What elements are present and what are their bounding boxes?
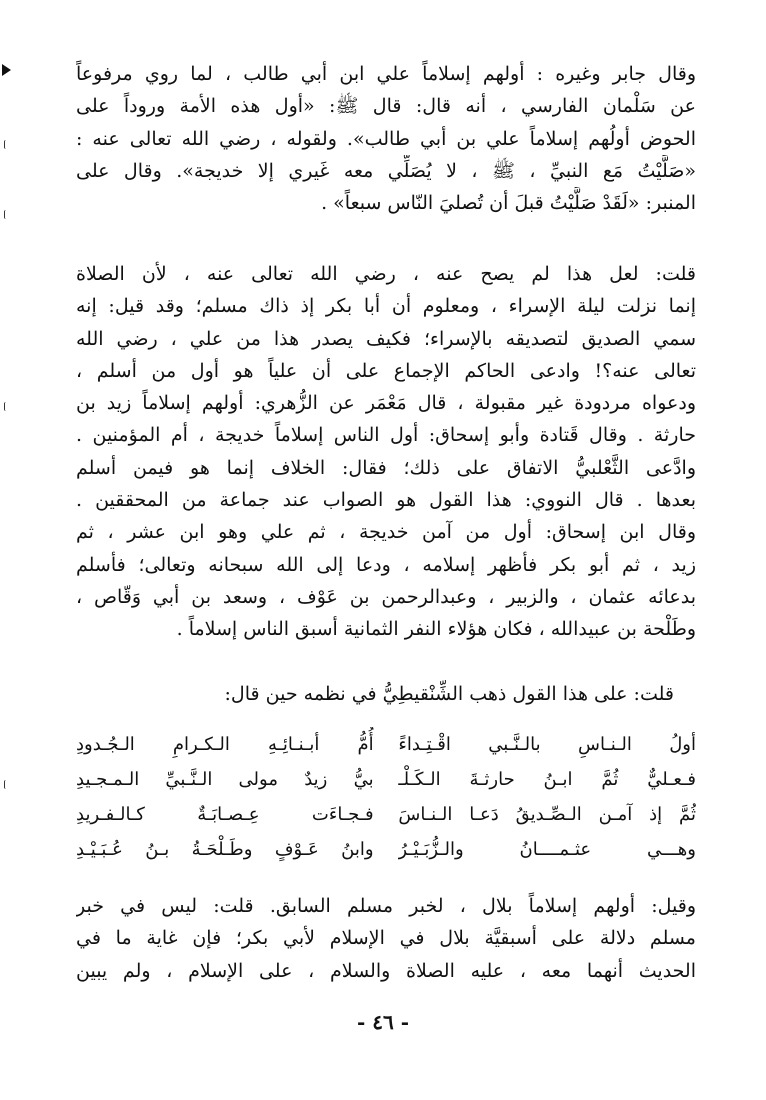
text-line: الحديث أنهما معه ، عليه الصلاة والسلام ، على الإسلام ، ولم يبين <box>76 959 696 982</box>
page-edge-tick-icon <box>4 780 8 789</box>
text-line: مسلم دلالة على أسبقيَّة بلال في الإسلام لأبي بكر؛ فإن غاية ما في <box>76 927 696 950</box>
poem-verse <box>76 832 696 867</box>
poem-hemistich-first: أولُ الـنـاسِ بالـنَّـبي اقْـتِـداءً <box>398 734 696 755</box>
text-line: وقيل: أولهم إسلاماً بلال ، لخبر مسلم السابق. قلت: ليس في خبر <box>76 895 696 917</box>
text-line: وقال جابر وغيره : أولهم إسلاماً علي ابن أبي طالب ، لما روي مرفوعاً <box>76 63 696 85</box>
text-line: إنما نزلت ليلة الإسراء ، ومعلوم أن أبا بكر إذ ذاك مسلم؛ وقد قيل: إنه <box>76 295 696 318</box>
poem <box>76 727 696 867</box>
poem-hemistich-first: وهـــي عثـمــــانُ والـزُّبَـيْـرُ <box>398 839 696 860</box>
page-edge-tick-icon <box>4 402 8 411</box>
page-edge-arrow-icon <box>2 64 11 76</box>
poem-hemistich-second: بيُّ زيدٌ مولى الـنَّـبيِّ الـمـجـيدِ <box>76 769 374 790</box>
paragraph-1 <box>76 58 696 219</box>
page-number: - ٤٦ - <box>356 1010 409 1034</box>
poem-hemistich-second: وابنُ عَـوْفٍ وطَـلْحَـةُ بـنُ عُـبَـيْـدِ <box>76 839 374 860</box>
text-line: زيد ، ثم أبو بكر فأظهر إسلامه ، ودعا إلى الله سبحانه وتعالى؛ فأسلم <box>76 553 696 576</box>
poem-verse <box>76 762 696 797</box>
poem-verse <box>76 797 696 832</box>
text-line: تعالى عنه؟! وادعى الحاكم الإجماع على أن علياً هو أول من أسلم ، <box>76 359 696 382</box>
text-line: حارثة . وقال قَتادة وأبو إسحاق: أول الناس إسلاماً خديجة ، أم المؤمنين . <box>76 424 696 447</box>
text-line: «صَلَّيْتُ مَع النبيِّ ، ﷺ ، لا يُصَلِّي معه غَيري إلا خديجة». وقال على <box>76 159 696 182</box>
poem-hemistich-second: فـجـاءَت عِـصـابَـةٌ كـالـفـريدِ <box>76 804 374 825</box>
paragraph-3 <box>76 678 696 710</box>
page-edge-tick-icon <box>4 210 8 219</box>
text-line: سمي الصديق لتصديقه بالإسراء؛ فكيف يصدر هذا من علي ، رضي الله <box>76 327 696 350</box>
text-line: وطَلْحة بن عبيدالله ، فكان هؤلاء النفر الثمانية أسبق الناس إسلاماً . <box>176 618 696 641</box>
text-line: بعدها . قال النووي: هذا القول هو الصواب عند جماعة من المحققين . <box>76 489 696 512</box>
text-line: ودعواه مردودة غير مقبولة ، قال مَعْمَر عن الزُّهري: أولهم إسلاماً زيد بن <box>76 392 696 415</box>
poem-verse <box>76 727 696 762</box>
text-line: وقال ابن إسحاق: أول من آمن خديجة ، ثم علي وهو ابن عشر ، ثم <box>76 521 696 544</box>
page-edge-tick-icon <box>4 140 8 149</box>
paragraph-4 <box>76 890 696 987</box>
text-line: وادَّعى الثَّعْلبيُّ الاتفاق على ذلك؛ فقال: الخلاف إنما هو فيمن أسلم <box>76 456 696 479</box>
poem-hemistich-second: أُمُّ أبـنـائِـهِ الـكـرامِ الـجُـدودِ <box>76 734 374 755</box>
paragraph-2 <box>76 258 696 646</box>
text-line: عن سَلْمان الفارسي ، أنه قال: قال ﷺ: «أول هذه الأمة وروداً على <box>76 95 696 118</box>
text-line: قلت: لعل هذا لم يصح عنه ، رضي الله تعالى عنه ، لأن الصلاة <box>76 263 696 285</box>
poem-hemistich-first: فـعـليٌّ ثُمَّ ابـنُ حارثـةَ الـكَـلْـ <box>398 769 696 790</box>
text-line: الحوض أولُهم إسلاماً علي بن أبي طالب». ولقوله ، رضي الله تعالى عنه : <box>76 127 696 150</box>
text-line: المنبر: «لَقَدْ صَلَّيْتُ قبلَ أن تُصليَ النّاس سبعاً» . <box>321 192 696 215</box>
poem-hemistich-first: ثُمَّ إذ آمـن الـصِّـديقُ دَعـا الـنـاسَ <box>398 804 696 825</box>
text-line: بدعائه عثمان ، والزبير ، وعبدالرحمن بن عَوْف ، وسعد بن أبي وَقّاص ، <box>76 585 696 608</box>
text-line: قلت: على هذا القول ذهب الشِّنْقيطِيُّ في نظمه حين قال: <box>224 683 674 705</box>
